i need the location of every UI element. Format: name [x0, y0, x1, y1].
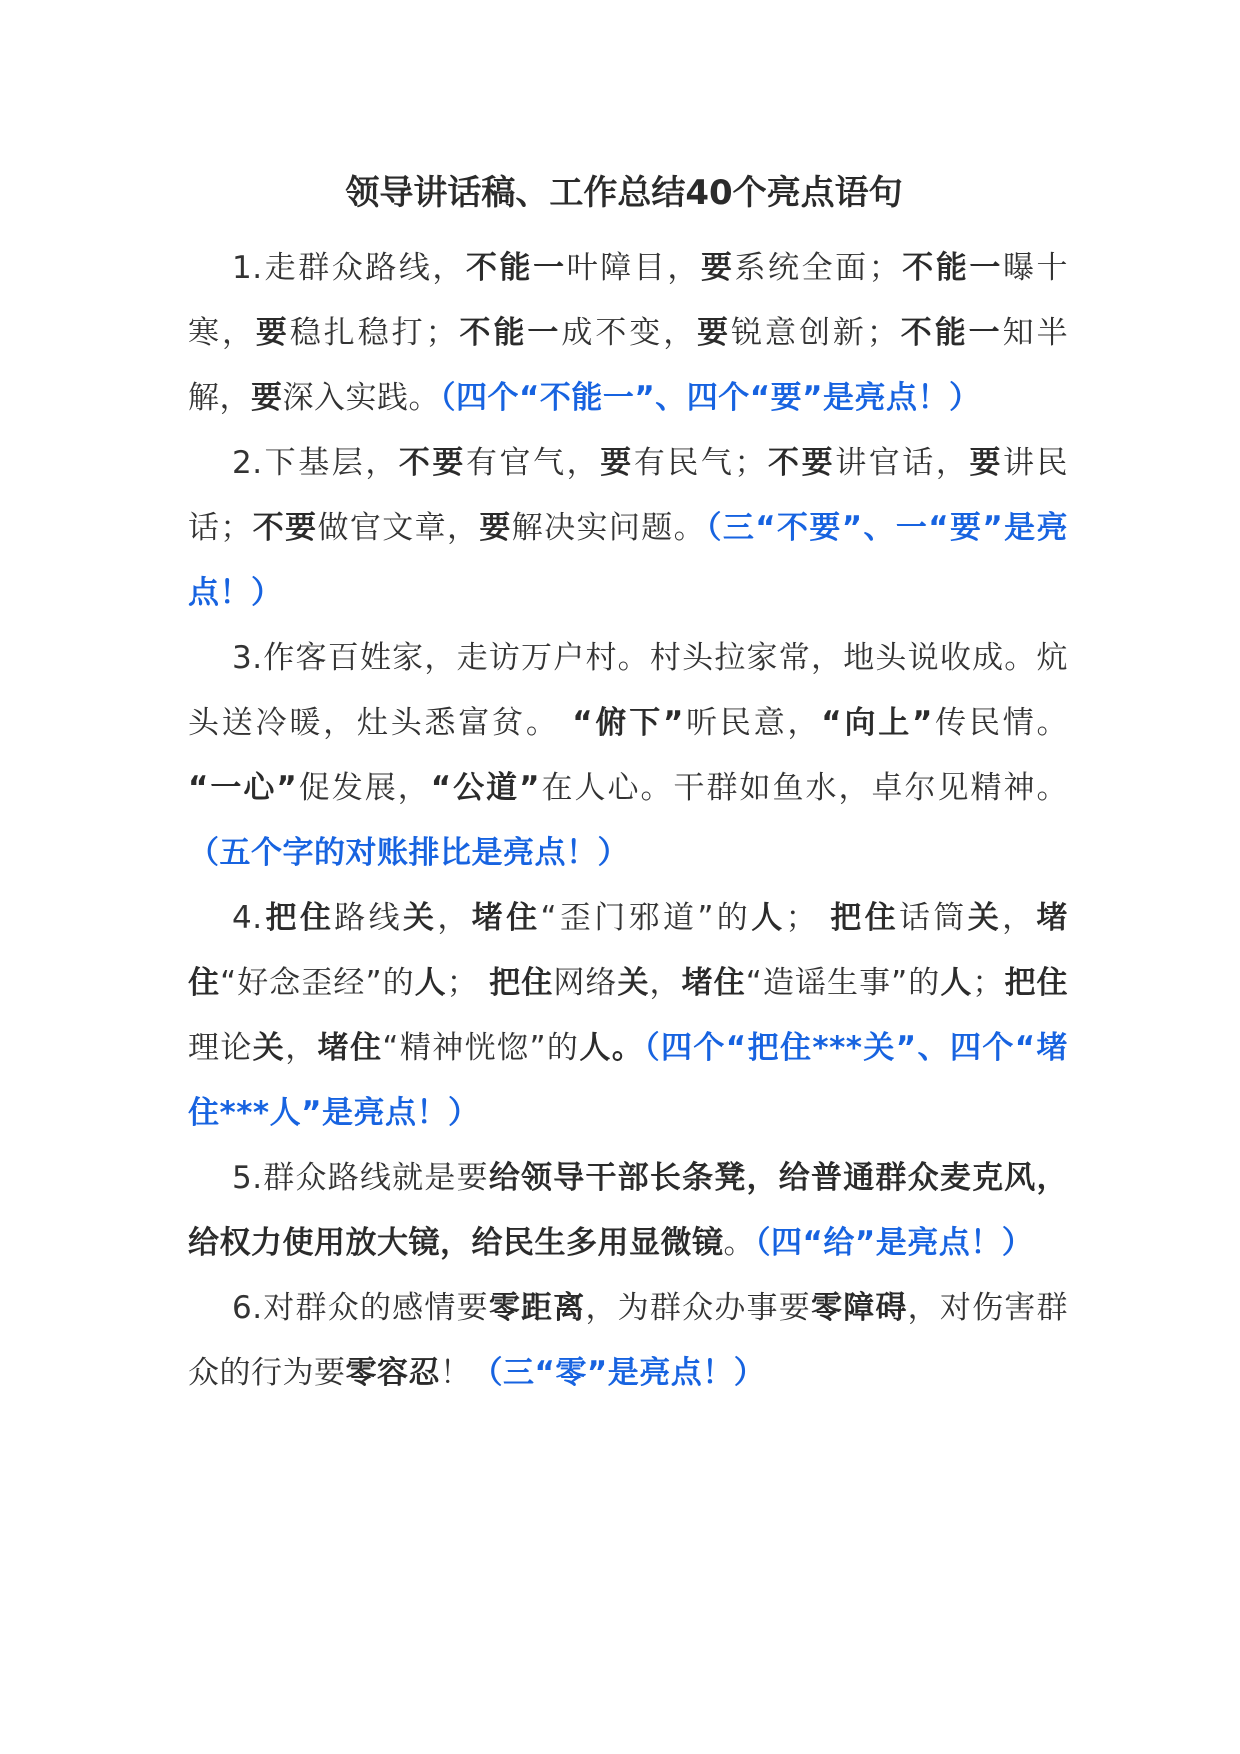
emphasis-text: 堵住 [188, 900, 1069, 1001]
body-text: 理论 [188, 1030, 253, 1066]
emphasis-text: 人 [751, 900, 786, 936]
body-text: ， [437, 900, 472, 936]
emphasis-text: 关 [252, 1030, 286, 1066]
body-text: ， [649, 965, 682, 1001]
body-text: 讲官话， [835, 445, 970, 481]
body-text: ； [446, 965, 490, 1001]
emphasis-text: 堵住 [317, 1030, 383, 1066]
body-text: 知半解， [188, 315, 1069, 416]
emphasis-text: 关 [402, 900, 438, 936]
body-text: 4. [232, 900, 263, 936]
body-text: 。 [723, 1225, 755, 1261]
body-text: ，对伤害群众的行为要 [188, 1290, 1069, 1391]
emphasis-text: 要 [600, 445, 634, 481]
emphasis-text: 把住 [489, 965, 554, 1001]
emphasis-text: 不要 [766, 445, 836, 481]
body-text: 6.对群众的感情要 [232, 1290, 489, 1326]
emphasis-text: 关 [617, 965, 650, 1001]
highlight-note: （五个字的对账排比是亮点！） [188, 835, 629, 871]
emphasis-text: 要 [251, 380, 283, 416]
body-text: 系统全面； [734, 250, 901, 286]
emphasis-text: “俯下” [572, 705, 684, 741]
body-text: ， [285, 1030, 318, 1066]
body-text: 叶障目， [566, 250, 701, 286]
body-text: 路线 [334, 900, 403, 936]
body-text: 传民情。 [932, 705, 1069, 741]
document-title: 领导讲话稿、工作总结40个亮点语句 [345, 173, 903, 213]
emphasis-text: 要 [697, 315, 732, 351]
body-text: ！ [440, 1355, 472, 1391]
body-text: 深入实践。 [282, 380, 440, 416]
highlight-note: （三“不要”、一“要”是亮点！） [188, 510, 1068, 611]
body-text: 讲民话； [188, 445, 1069, 546]
document-page [188, 168, 1068, 1406]
emphasis-text: 把住 [830, 900, 900, 936]
emphasis-text: 人 [940, 965, 973, 1001]
emphasis-text: 零距离 [488, 1290, 586, 1326]
emphasis-text: 给领导干部长条凳，给普通群众麦克风，给权力使用放大镜，给民生多用显微镜 [188, 1160, 1068, 1261]
emphasis-text: 要 [700, 250, 735, 286]
body-text: 有民气； [633, 445, 766, 481]
emphasis-text: 不要 [398, 445, 466, 481]
highlight-note: （四“给”是亮点！） [755, 1225, 1034, 1261]
paragraph-1 [188, 236, 1068, 431]
paragraph-5 [188, 1146, 1068, 1276]
emphasis-text: 把住 [262, 900, 335, 936]
body-text: 解决实问题。 [511, 510, 706, 546]
emphasis-text: 人。 [579, 1030, 645, 1066]
document-body [188, 236, 1068, 1406]
emphasis-text: 不能一 [466, 250, 567, 286]
emphasis-text: 不要 [251, 510, 318, 546]
paragraph-2 [188, 431, 1068, 626]
body-text: 做官文章， [317, 510, 480, 546]
paragraph-3 [188, 626, 1068, 886]
emphasis-text: 不能一 [898, 315, 1003, 351]
emphasis-text: 不能一 [900, 250, 1003, 286]
body-text: 有官气， [466, 445, 601, 481]
emphasis-text: “一心” [188, 770, 298, 806]
body-text: ； [972, 965, 1004, 1001]
emphasis-text: 零容忍 [345, 1355, 440, 1391]
body-text: 锐意创新； [731, 315, 899, 351]
emphasis-text: 堵住 [681, 965, 746, 1001]
highlight-note: （四个“把住***关”、四个“堵住***人”是亮点！） [188, 1030, 1069, 1131]
body-text: 网络 [553, 965, 618, 1001]
emphasis-text: 要 [969, 445, 1003, 481]
body-text: 稳扎稳打； [289, 315, 458, 351]
emphasis-text: 堵住 [471, 900, 541, 936]
body-text: ， [1002, 900, 1037, 936]
body-text: 话筒 [899, 900, 968, 936]
emphasis-text: “公道” [430, 770, 540, 806]
body-text: “歪门邪道”的 [540, 900, 752, 936]
body-text: “好念歪经”的 [220, 965, 415, 1001]
body-text: 成不变， [561, 315, 698, 351]
body-text: 促发展， [297, 770, 431, 806]
emphasis-text: 要 [479, 510, 512, 546]
body-text: 在人心。干群如鱼水，卓尔见精神。 [540, 770, 1068, 806]
body-text: “精神恍惚”的 [382, 1030, 580, 1066]
emphasis-text: 关 [967, 900, 1003, 936]
paragraph-6 [188, 1276, 1068, 1406]
emphasis-text: 不能一 [457, 315, 562, 351]
body-text: 3.作客百姓家，走访万户村。村头拉家常，地头说收成。炕头送冷暖，灶头悉富贫。 [188, 640, 1068, 741]
emphasis-text: “向上” [821, 705, 933, 741]
body-text: 曝十寒， [188, 250, 1069, 351]
highlight-note: （三“零”是亮点！） [471, 1355, 766, 1391]
body-text: ； [785, 900, 831, 936]
emphasis-text: 把住 [1003, 965, 1069, 1001]
emphasis-text: 要 [255, 315, 290, 351]
highlight-note: （四个“不能一”、四个“要”是亮点！） [440, 380, 981, 416]
paragraph-4 [188, 886, 1068, 1146]
body-text: 5.群众路线就是要 [232, 1160, 489, 1196]
emphasis-text: 人 [414, 965, 447, 1001]
body-text: 听民意， [683, 705, 822, 741]
body-text: “造谣生事”的 [745, 965, 941, 1001]
emphasis-text: 零障碍 [811, 1290, 908, 1326]
body-text: 2.下基层， [232, 445, 399, 481]
body-text: ，为群众办事要 [585, 1290, 811, 1326]
body-text: 1.走群众路线， [232, 250, 466, 286]
